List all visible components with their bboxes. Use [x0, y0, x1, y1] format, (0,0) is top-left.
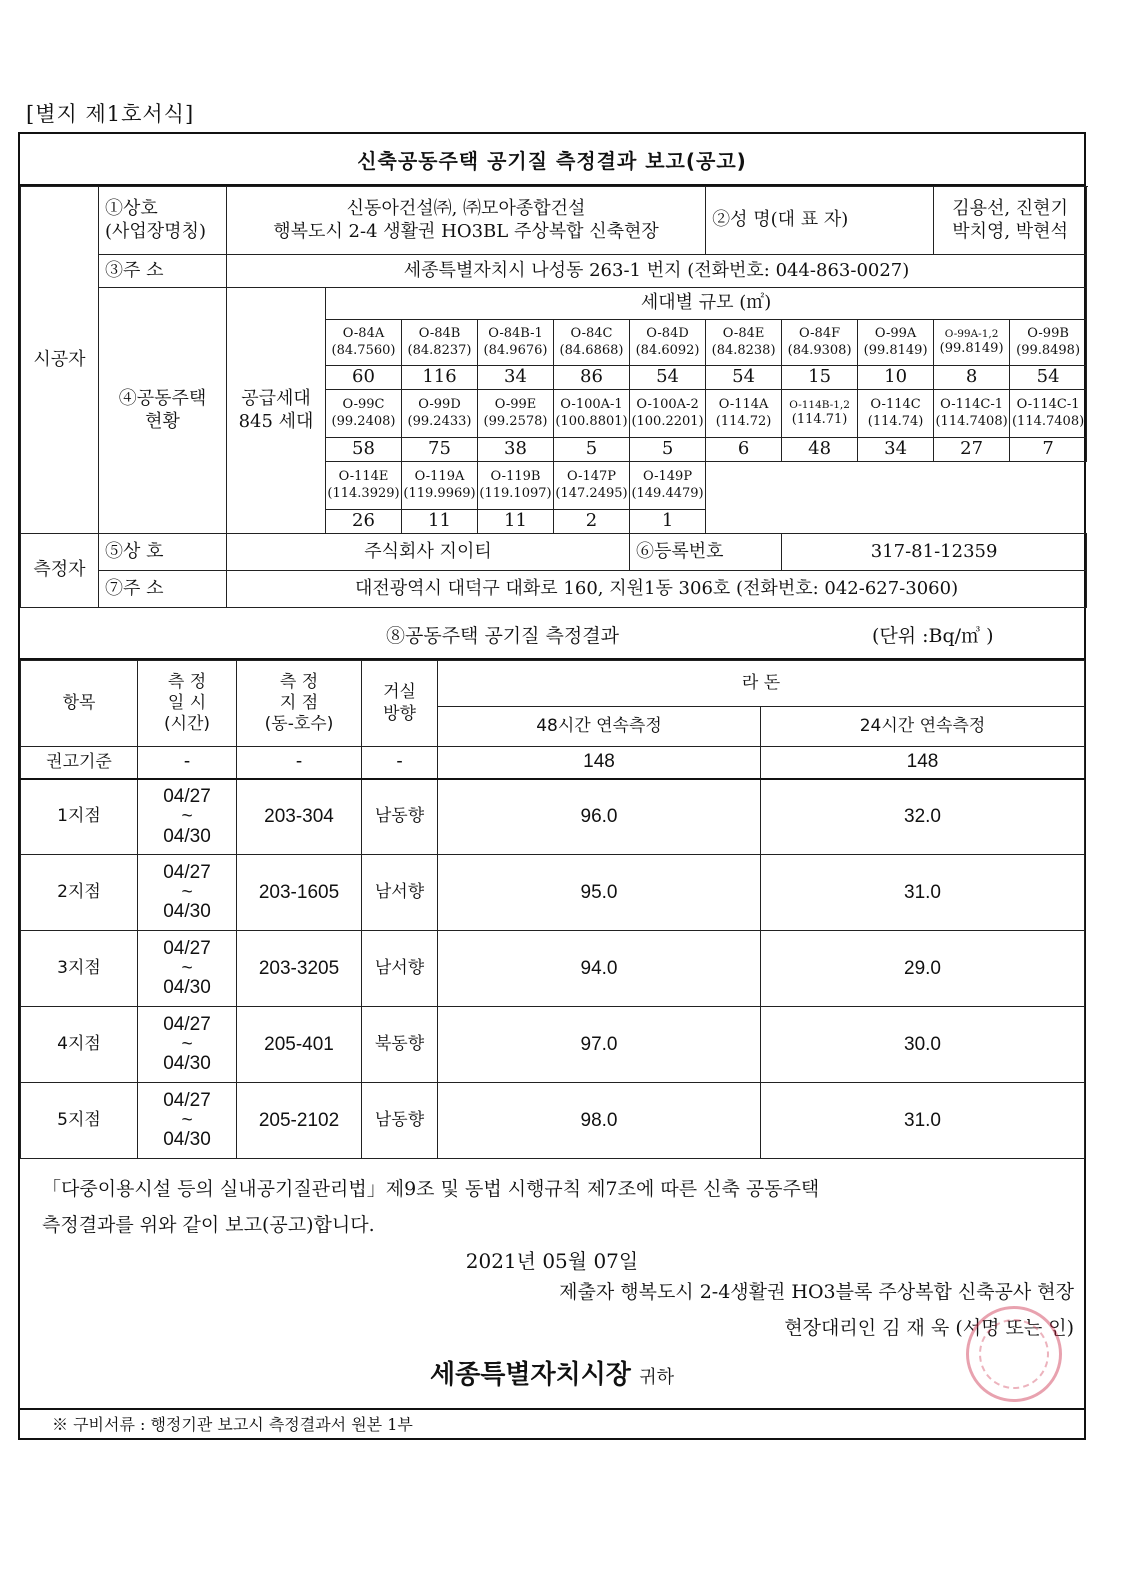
housing-label: ④공동주택 현황 — [99, 288, 227, 534]
unit-type-cell — [478, 462, 554, 510]
unit-area: (99.2408) — [331, 413, 396, 429]
unit-type-cell — [1010, 390, 1087, 438]
form-label: [별지 제1호서식] — [26, 102, 195, 126]
point-label: 1지점 — [21, 779, 138, 855]
empty-cell — [706, 462, 782, 510]
col-point: 측 정 지 점 (동-호수) — [237, 661, 362, 747]
unit-type: O-100A-2 — [636, 397, 699, 413]
empty-cell — [1010, 510, 1087, 534]
living-room-direction: 남동향 — [362, 779, 438, 855]
empty-cell — [858, 510, 934, 534]
unit-area: (114.72) — [715, 413, 772, 429]
unit-type: O-114C-1 — [1016, 397, 1080, 413]
unit-area: (114.71) — [791, 411, 848, 427]
unit-type-cell — [478, 320, 554, 366]
standard-24h: 148 — [761, 747, 1085, 779]
company-name-cell — [227, 187, 706, 255]
unit-count-cell: 116 — [402, 366, 478, 390]
statement-line-2: 측정결과를 위와 같이 보고(공고)합니다. — [42, 1214, 375, 1236]
unit-count-cell: 5 — [630, 438, 706, 462]
measure-point: 203-1605 — [237, 855, 362, 931]
measurer-section-label: 측정자 — [21, 534, 99, 608]
standard-date: - — [138, 747, 237, 779]
unit-area: (84.9676) — [483, 342, 548, 358]
radon-48h: 94.0 — [438, 931, 761, 1007]
addressee: 세종특별자치시장 귀하 — [430, 1360, 674, 1390]
unit-count-cell: 11 — [478, 510, 554, 534]
standard-point: - — [237, 747, 362, 779]
info-table — [20, 186, 1087, 608]
unit-area: (99.8149) — [939, 340, 1004, 356]
unit-type-cell — [326, 462, 402, 510]
radon-48h: 96.0 — [438, 779, 761, 855]
unit-area: (119.1097) — [479, 485, 552, 501]
unit-count-cell: 6 — [706, 438, 782, 462]
unit-type-cell — [782, 390, 858, 438]
radon-48h: 95.0 — [438, 855, 761, 931]
unit-count-cell: 11 — [402, 510, 478, 534]
point-label: 5지점 — [21, 1083, 138, 1159]
unit-count-cell: 34 — [858, 438, 934, 462]
unit-type-cell — [478, 390, 554, 438]
unit-type-cell — [402, 390, 478, 438]
unit-area: (99.8498) — [1016, 342, 1081, 358]
unit-area: (99.2433) — [407, 413, 472, 429]
unit-type: O-84F — [799, 326, 841, 342]
unit-type-cell — [402, 320, 478, 366]
unit-count-cell: 27 — [934, 438, 1010, 462]
company-label: ①상호 (사업장명칭) — [99, 187, 227, 255]
col-date: 측 정 일 시 (시간) — [138, 661, 237, 747]
unit-area: (114.74) — [867, 413, 924, 429]
empty-cell — [782, 462, 858, 510]
unit-count-cell: 15 — [782, 366, 858, 390]
results-title: ⑧공동주택 공기질 측정결과 — [386, 625, 619, 647]
company-name: 신동아건설㈜, ㈜모아종합건설 — [346, 198, 586, 219]
unit-type-cell — [630, 390, 706, 438]
result-row — [21, 855, 1085, 931]
living-room-direction: 북동향 — [362, 1007, 438, 1083]
unit-count-cell: 2 — [554, 510, 630, 534]
report-date: 2021년 05월 07일 — [465, 1249, 639, 1273]
standard-direction: - — [362, 747, 438, 779]
unit-area: (84.6092) — [635, 342, 700, 358]
measure-period: 04/27 ~ 04/30 — [138, 855, 237, 931]
unit-type: O-84A — [342, 326, 385, 342]
measurer-company-label: ⑤상 호 — [99, 534, 227, 571]
unit-type-cell — [934, 320, 1010, 366]
radon-24h: 30.0 — [761, 1007, 1085, 1083]
site-name: 행복도시 2-4 생활권 HO3BL 주상복합 신축현장 — [273, 220, 659, 242]
radon-24h: 31.0 — [761, 1083, 1085, 1159]
result-row — [21, 1007, 1085, 1083]
submitter: 제출자 행복도시 2-4생활권 HO3블록 주상복합 신축공사 현장 — [559, 1281, 1074, 1303]
unit-count-cell: 54 — [630, 366, 706, 390]
unit-type: O-114E — [338, 469, 389, 485]
col-radon: 라 돈 — [438, 661, 1085, 707]
unit-area: (100.8801) — [555, 413, 628, 429]
empty-cell — [858, 462, 934, 510]
unit-count-cell: 60 — [326, 366, 402, 390]
standard-label: 권고기준 — [21, 747, 138, 779]
unit-type: O-119A — [414, 469, 465, 485]
unit-type-cell — [934, 390, 1010, 438]
unit-type-cell — [554, 390, 630, 438]
unit-type-cell — [782, 320, 858, 366]
unit-type: O-114C — [870, 397, 921, 413]
builder-address: 세종특별자치시 나성동 263-1 번지 (전화번호: 044-863-0027) — [227, 255, 1087, 288]
unit-type: O-119B — [490, 469, 541, 485]
unit-count-cell: 58 — [326, 438, 402, 462]
point-label: 4지점 — [21, 1007, 138, 1083]
unit-type-cell — [402, 462, 478, 510]
unit-area: (149.4479) — [631, 485, 704, 501]
rep-names: 김용선, 진현기 박치영, 박현석 — [934, 187, 1087, 255]
report-title: 신축공동주택 공기질 측정결과 보고(공고) — [20, 134, 1084, 186]
unit-type-cell — [706, 320, 782, 366]
reg-label: ⑥등록번호 — [630, 534, 782, 571]
unit-count-cell: 75 — [402, 438, 478, 462]
point-label: 2지점 — [21, 855, 138, 931]
unit-type: O-99C — [342, 397, 385, 413]
unit-type: O-99A — [874, 326, 917, 342]
unit-type: O-99A-1,2 — [944, 327, 999, 340]
empty-cell — [934, 510, 1010, 534]
unit-area: (114.3929) — [327, 485, 400, 501]
unit-type-cell — [630, 320, 706, 366]
unit-count-cell: 54 — [1010, 366, 1087, 390]
col-direction: 거실 방향 — [362, 661, 438, 747]
unit-type: O-99D — [418, 397, 461, 413]
results-header — [20, 608, 1084, 660]
unit-type-cell — [326, 320, 402, 366]
measurer-address-label: ⑦주 소 — [99, 571, 227, 608]
unit-type: O-114A — [718, 397, 769, 413]
unit-area: (114.7408) — [1011, 413, 1085, 429]
unit-type: O-99B — [1027, 326, 1069, 342]
living-room-direction: 남서향 — [362, 855, 438, 931]
unit-count-cell: 8 — [934, 366, 1010, 390]
radon-24h: 32.0 — [761, 779, 1085, 855]
empty-cell — [782, 510, 858, 534]
measure-point: 203-304 — [237, 779, 362, 855]
unit-count-cell: 10 — [858, 366, 934, 390]
supply-count: 845 세대 — [238, 410, 314, 432]
unit-count-cell: 38 — [478, 438, 554, 462]
unit-type: O-99E — [494, 397, 537, 413]
unit-type: O-84E — [722, 326, 765, 342]
builder-section-label: 시공자 — [21, 187, 99, 534]
unit-type-cell — [630, 462, 706, 510]
unit-area: (99.8149) — [863, 342, 928, 358]
unit-count-cell: 34 — [478, 366, 554, 390]
supply-cell: 공급세대 845 세대 — [227, 288, 326, 534]
results-unit: (단위 :Bq/㎥ ) — [872, 625, 994, 647]
unit-type: O-84D — [646, 326, 689, 342]
radon-24h: 29.0 — [761, 931, 1085, 1007]
unit-type-cell — [554, 320, 630, 366]
unit-count-cell: 26 — [326, 510, 402, 534]
address-label: ③주 소 — [99, 255, 227, 288]
unit-count-cell: 1 — [630, 510, 706, 534]
unit-area: (84.9308) — [787, 342, 852, 358]
measure-point: 203-3205 — [237, 931, 362, 1007]
unit-type-cell — [326, 390, 402, 438]
living-room-direction: 남동향 — [362, 1083, 438, 1159]
measure-period: 04/27 ~ 04/30 — [138, 931, 237, 1007]
empty-cell — [1010, 462, 1087, 510]
unit-count-cell: 5 — [554, 438, 630, 462]
rep-label: ②성 명(대 표 자) — [706, 187, 934, 255]
radon-48h: 97.0 — [438, 1007, 761, 1083]
statement-line-1: 「다중이용시설 등의 실내공기질관리법」제9조 및 동법 시행규칙 제7조에 따른 신축 공동주택 — [42, 1178, 820, 1200]
unit-type-cell — [706, 390, 782, 438]
col-48h: 48시간 연속측정 — [438, 707, 761, 747]
unit-count-cell: 86 — [554, 366, 630, 390]
results-table — [20, 660, 1085, 1159]
col-item: 항목 — [21, 661, 138, 747]
unit-type: O-149P — [642, 469, 693, 485]
statement — [20, 1159, 1084, 1243]
unit-area: (147.2495) — [555, 485, 628, 501]
unit-type: O-84B-1 — [488, 326, 543, 342]
living-room-direction: 남서향 — [362, 931, 438, 1007]
unit-type-cell — [858, 390, 934, 438]
radon-24h: 31.0 — [761, 855, 1085, 931]
standard-48h: 148 — [438, 747, 761, 779]
measurer-company: 주식회사 지이티 — [227, 534, 630, 571]
unit-area: (99.2578) — [483, 413, 548, 429]
unit-type-cell — [554, 462, 630, 510]
unit-type: O-114B-1,2 — [789, 398, 850, 411]
unit-area: (84.7560) — [331, 342, 396, 358]
measure-point: 205-401 — [237, 1007, 362, 1083]
result-row — [21, 779, 1085, 855]
unit-area: (84.8238) — [711, 342, 776, 358]
unit-type: O-100A-1 — [560, 397, 623, 413]
unit-area: (114.7408) — [935, 413, 1008, 429]
scale-header: 세대별 규모 (㎡) — [326, 288, 1087, 320]
result-row — [21, 931, 1085, 1007]
unit-count-cell: 48 — [782, 438, 858, 462]
footnote: ※ 구비서류 : 행정기관 보고시 측정결과서 원본 1부 — [20, 1408, 1084, 1438]
empty-cell — [934, 462, 1010, 510]
unit-type: O-84C — [570, 326, 613, 342]
unit-type: O-147P — [566, 469, 617, 485]
unit-area: (84.8237) — [407, 342, 472, 358]
unit-type: O-114C-1 — [940, 397, 1004, 413]
measure-point: 205-2102 — [237, 1083, 362, 1159]
unit-type-cell — [858, 320, 934, 366]
report-form — [18, 132, 1086, 1440]
official-seal-icon — [966, 1306, 1062, 1402]
site-agent: 현장대리인 김 재 욱 (서명 또는 인) — [784, 1317, 1074, 1339]
unit-type: O-84B — [418, 326, 461, 342]
unit-area: (119.9969) — [403, 485, 476, 501]
measure-period: 04/27 ~ 04/30 — [138, 1083, 237, 1159]
reg-number: 317-81-12359 — [782, 534, 1087, 571]
result-row — [21, 1083, 1085, 1159]
unit-type-cell — [1010, 320, 1087, 366]
radon-48h: 98.0 — [438, 1083, 761, 1159]
unit-count-cell: 7 — [1010, 438, 1087, 462]
measure-period: 04/27 ~ 04/30 — [138, 1007, 237, 1083]
point-label: 3지점 — [21, 931, 138, 1007]
unit-count-cell: 54 — [706, 366, 782, 390]
unit-area: (84.6868) — [559, 342, 624, 358]
measure-period: 04/27 ~ 04/30 — [138, 779, 237, 855]
measurer-address: 대전광역시 대덕구 대화로 160, 지원1동 306호 (전화번호: 042-627-3060) — [227, 571, 1087, 608]
unit-area: (100.2201) — [631, 413, 704, 429]
col-24h: 24시간 연속측정 — [761, 707, 1085, 747]
empty-cell — [706, 510, 782, 534]
